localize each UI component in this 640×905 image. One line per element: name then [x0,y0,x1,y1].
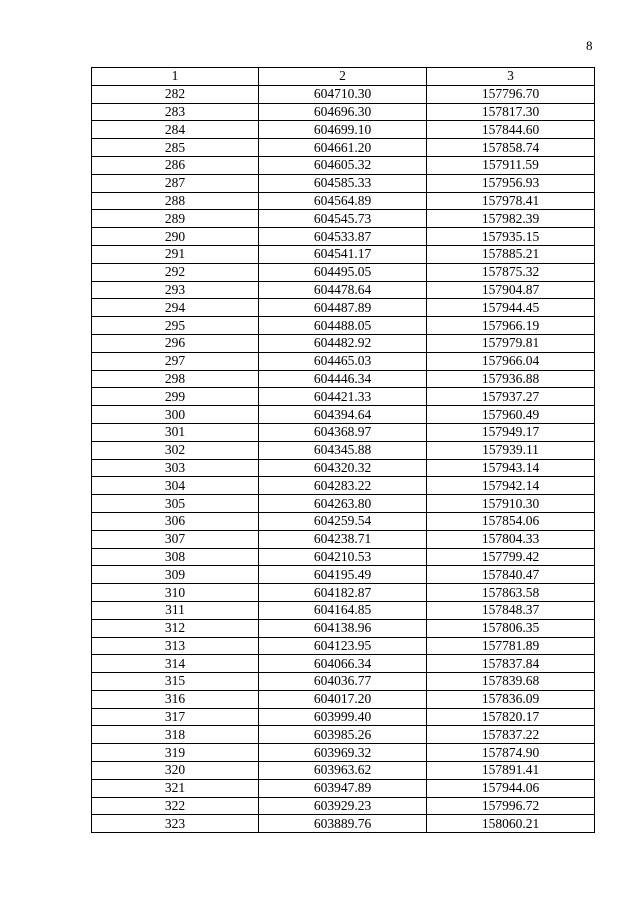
table-row [92,797,595,815]
cell-x-coordinate: 604123.95 [259,637,427,655]
cell-y-coordinate: 157966.04 [427,352,595,370]
cell-x-coordinate: 604495.05 [259,263,427,281]
table-row [92,210,595,228]
cell-y-coordinate: 157996.72 [427,797,595,815]
cell-point-number: 322 [92,797,259,815]
cell-y-coordinate: 157858.74 [427,139,595,157]
table-row [92,815,595,833]
table-row [92,317,595,335]
table-row [92,85,595,103]
cell-x-coordinate: 604320.32 [259,459,427,477]
cell-point-number: 303 [92,459,259,477]
cell-y-coordinate: 157839.68 [427,673,595,691]
cell-x-coordinate: 604017.20 [259,690,427,708]
table-row [92,708,595,726]
table-row [92,263,595,281]
cell-y-coordinate: 158060.21 [427,815,595,833]
cell-point-number: 311 [92,601,259,619]
cell-point-number: 308 [92,548,259,566]
cell-y-coordinate: 157874.90 [427,744,595,762]
cell-x-coordinate: 603889.76 [259,815,427,833]
cell-x-coordinate: 604164.85 [259,601,427,619]
cell-point-number: 320 [92,762,259,780]
column-header-3: 3 [427,68,595,86]
coordinates-table [91,67,595,833]
table-row [92,174,595,192]
cell-y-coordinate: 157836.09 [427,690,595,708]
cell-x-coordinate: 603985.26 [259,726,427,744]
cell-point-number: 312 [92,619,259,637]
cell-x-coordinate: 603969.32 [259,744,427,762]
page-number: 8 [586,38,593,53]
cell-x-coordinate: 603947.89 [259,779,427,797]
cell-x-coordinate: 604195.49 [259,566,427,584]
cell-x-coordinate: 604533.87 [259,228,427,246]
table-row [92,441,595,459]
cell-y-coordinate: 157978.41 [427,192,595,210]
table-row [92,281,595,299]
cell-x-coordinate: 604345.88 [259,441,427,459]
cell-x-coordinate: 604696.30 [259,103,427,121]
cell-point-number: 295 [92,317,259,335]
table-row [92,103,595,121]
cell-x-coordinate: 604238.71 [259,530,427,548]
cell-point-number: 289 [92,210,259,228]
cell-point-number: 297 [92,352,259,370]
cell-y-coordinate: 157863.58 [427,584,595,602]
table-row [92,512,595,530]
cell-x-coordinate: 604478.64 [259,281,427,299]
cell-point-number: 317 [92,708,259,726]
column-header-2: 2 [259,68,427,86]
table-row [92,334,595,352]
cell-x-coordinate: 604421.33 [259,388,427,406]
table-row [92,228,595,246]
cell-point-number: 310 [92,584,259,602]
cell-y-coordinate: 157904.87 [427,281,595,299]
table-row [92,459,595,477]
cell-point-number: 309 [92,566,259,584]
cell-y-coordinate: 157956.93 [427,174,595,192]
cell-x-coordinate: 603963.62 [259,762,427,780]
cell-x-coordinate: 604541.17 [259,245,427,263]
cell-point-number: 305 [92,495,259,513]
cell-point-number: 304 [92,477,259,495]
cell-x-coordinate: 604259.54 [259,512,427,530]
cell-y-coordinate: 157949.17 [427,423,595,441]
cell-point-number: 294 [92,299,259,317]
cell-y-coordinate: 157943.14 [427,459,595,477]
table-row [92,548,595,566]
cell-x-coordinate: 603999.40 [259,708,427,726]
cell-y-coordinate: 157944.45 [427,299,595,317]
cell-point-number: 306 [92,512,259,530]
table-body [92,85,595,832]
table-row [92,690,595,708]
cell-y-coordinate: 157840.47 [427,566,595,584]
table-row [92,584,595,602]
cell-point-number: 316 [92,690,259,708]
cell-point-number: 285 [92,139,259,157]
table-row [92,423,595,441]
table-row [92,619,595,637]
table-row [92,673,595,691]
cell-y-coordinate: 157796.70 [427,85,595,103]
cell-y-coordinate: 157944.06 [427,779,595,797]
cell-x-coordinate: 604699.10 [259,121,427,139]
cell-y-coordinate: 157891.41 [427,762,595,780]
cell-x-coordinate: 604661.20 [259,139,427,157]
table-row [92,762,595,780]
cell-y-coordinate: 157885.21 [427,245,595,263]
cell-y-coordinate: 157942.14 [427,477,595,495]
table-row [92,530,595,548]
cell-x-coordinate: 604368.97 [259,423,427,441]
cell-x-coordinate: 604564.89 [259,192,427,210]
table-row [92,655,595,673]
cell-x-coordinate: 604710.30 [259,85,427,103]
cell-y-coordinate: 157799.42 [427,548,595,566]
cell-point-number: 319 [92,744,259,762]
table-row [92,601,595,619]
cell-y-coordinate: 157911.59 [427,156,595,174]
table-row [92,370,595,388]
cell-y-coordinate: 157875.32 [427,263,595,281]
cell-point-number: 298 [92,370,259,388]
cell-point-number: 290 [92,228,259,246]
cell-point-number: 282 [92,85,259,103]
cell-x-coordinate: 604545.73 [259,210,427,228]
cell-x-coordinate: 604182.87 [259,584,427,602]
table-row [92,352,595,370]
cell-y-coordinate: 157935.15 [427,228,595,246]
cell-x-coordinate: 604263.80 [259,495,427,513]
table-row [92,726,595,744]
cell-x-coordinate: 604036.77 [259,673,427,691]
cell-x-coordinate: 604585.33 [259,174,427,192]
cell-point-number: 315 [92,673,259,691]
cell-x-coordinate: 604283.22 [259,477,427,495]
table-row [92,299,595,317]
cell-point-number: 307 [92,530,259,548]
table-row [92,192,595,210]
table-row [92,388,595,406]
cell-x-coordinate: 604066.34 [259,655,427,673]
cell-y-coordinate: 157937.27 [427,388,595,406]
cell-point-number: 318 [92,726,259,744]
cell-x-coordinate: 604488.05 [259,317,427,335]
cell-x-coordinate: 604394.64 [259,406,427,424]
table-row [92,779,595,797]
table-row [92,245,595,263]
cell-point-number: 292 [92,263,259,281]
table-row [92,495,595,513]
cell-y-coordinate: 157820.17 [427,708,595,726]
table-row [92,139,595,157]
cell-point-number: 284 [92,121,259,139]
cell-y-coordinate: 157854.06 [427,512,595,530]
cell-x-coordinate: 604210.53 [259,548,427,566]
cell-y-coordinate: 157960.49 [427,406,595,424]
table-row [92,406,595,424]
table-row [92,744,595,762]
cell-y-coordinate: 157979.81 [427,334,595,352]
cell-point-number: 301 [92,423,259,441]
cell-y-coordinate: 157982.39 [427,210,595,228]
cell-y-coordinate: 157837.84 [427,655,595,673]
cell-y-coordinate: 157936.88 [427,370,595,388]
table-row [92,477,595,495]
cell-point-number: 302 [92,441,259,459]
cell-point-number: 288 [92,192,259,210]
cell-y-coordinate: 157804.33 [427,530,595,548]
cell-point-number: 300 [92,406,259,424]
cell-y-coordinate: 157781.89 [427,637,595,655]
table-row [92,121,595,139]
table-header-row [92,68,595,86]
cell-point-number: 321 [92,779,259,797]
cell-y-coordinate: 157837.22 [427,726,595,744]
cell-point-number: 323 [92,815,259,833]
cell-point-number: 287 [92,174,259,192]
cell-y-coordinate: 157806.35 [427,619,595,637]
cell-x-coordinate: 604482.92 [259,334,427,352]
cell-y-coordinate: 157966.19 [427,317,595,335]
cell-x-coordinate: 603929.23 [259,797,427,815]
cell-y-coordinate: 157817.30 [427,103,595,121]
cell-point-number: 291 [92,245,259,263]
table-row [92,566,595,584]
cell-y-coordinate: 157848.37 [427,601,595,619]
cell-x-coordinate: 604605.32 [259,156,427,174]
cell-x-coordinate: 604138.96 [259,619,427,637]
cell-x-coordinate: 604487.89 [259,299,427,317]
cell-point-number: 293 [92,281,259,299]
column-header-1: 1 [92,68,259,86]
cell-x-coordinate: 604465.03 [259,352,427,370]
cell-y-coordinate: 157939.11 [427,441,595,459]
cell-point-number: 314 [92,655,259,673]
cell-y-coordinate: 157844.60 [427,121,595,139]
cell-point-number: 313 [92,637,259,655]
table-row [92,156,595,174]
cell-point-number: 299 [92,388,259,406]
cell-x-coordinate: 604446.34 [259,370,427,388]
table-row [92,637,595,655]
cell-point-number: 283 [92,103,259,121]
cell-point-number: 286 [92,156,259,174]
cell-point-number: 296 [92,334,259,352]
cell-y-coordinate: 157910.30 [427,495,595,513]
